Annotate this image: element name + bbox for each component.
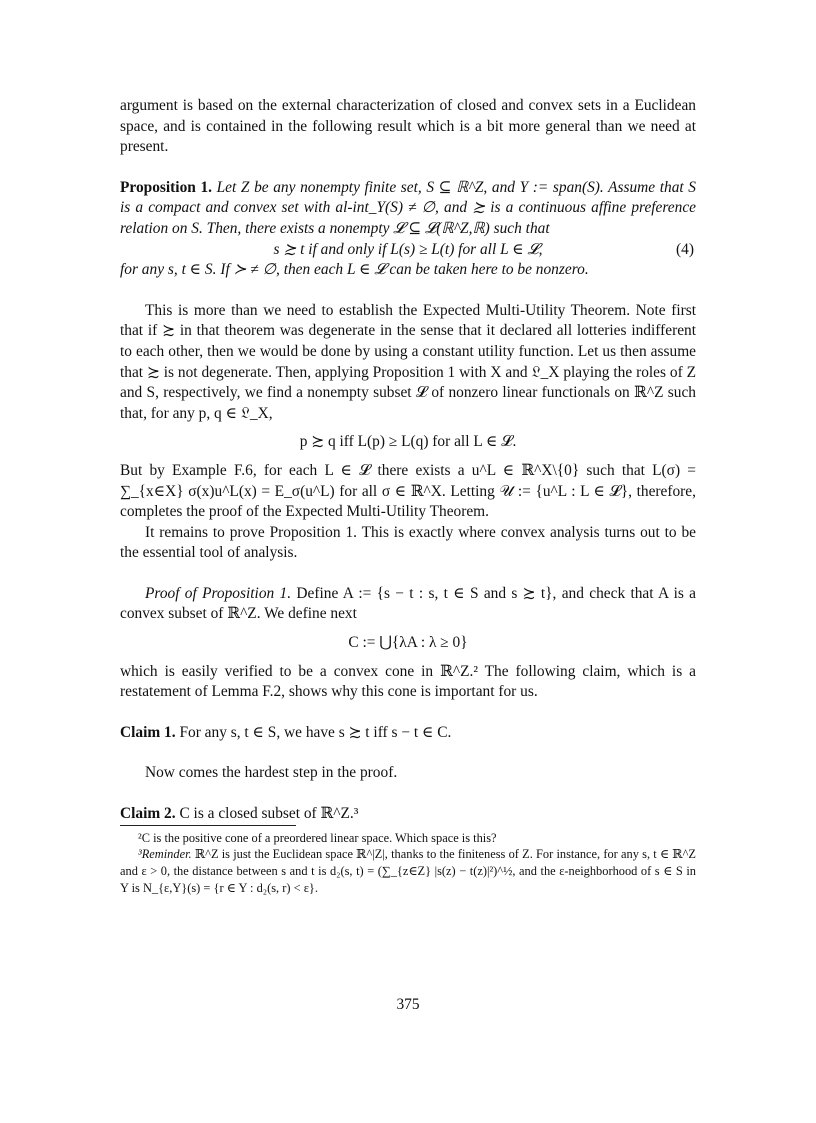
footnote-2-text: ²C is the positive cone of a preordered linear space. Which space is this? [138, 830, 497, 845]
proposition-text: Let Z be any nonempty finite set, S ⊆ ℝ^Z, and Y := span(S). Assume that S is a compact and convex set with al-int_Y(S) ≠ ∅, and ≿ is a continuous affine preference relation on S. Then, there exists a nonempty 𝓛 ⊆ 𝓛(ℝ^Z,ℝ) such that [120, 178, 696, 237]
equation-number: (4) [676, 240, 694, 258]
proposition-tail: for any s, t ∈ S. If ≻ ≠ ∅, then each L ∈ 𝓛 can be taken here to be nonzero. [120, 261, 589, 279]
page-content [120, 96, 696, 897]
paragraph-remains: It remains to prove Proposition 1. This is exactly where convex analysis turns out to be the essential tool of analysis. [120, 523, 696, 562]
footnote-2 [120, 830, 696, 847]
footnote-3-text: ℝ^Z is just the Euclidean space ℝ^|Z|, thanks to the finiteness of Z. For instance, for any s, t ∈ ℝ^Z and ε > 0, the distance between s and t is d₂(s, t) = (∑_{z∈Z} |s(z) − t(z)|²)^½, and the ε-neighborhood of s ∈ S in Y is N_{ε,Y}(s) = {r ∈ Y : d₂(s, r) < ε}. [120, 847, 696, 896]
footnote-3 [120, 846, 696, 896]
footnote-rule [120, 825, 296, 826]
equation-C-text: C := ⋃{λA : λ ≥ 0} [348, 634, 468, 652]
claim-2-text: C is a closed subset of ℝ^Z.³ [179, 805, 359, 823]
footnote-3-label: ³Reminder. [138, 847, 192, 862]
proof-paragraph [120, 584, 696, 625]
equation-pq [120, 432, 696, 453]
paragraph-hardest: Now comes the hardest step in the proof. [145, 764, 398, 782]
proof-label: Proof of Proposition 1. [145, 584, 292, 602]
proposition-block [120, 178, 696, 281]
intro-paragraph: argument is based on the external characterization of closed and convex sets in a Euclidean space, and is contained in the following result which is a bit more general than we need at present. [120, 97, 696, 156]
paragraph-cone: which is easily verified to be a convex cone in ℝ^Z.² The following claim, which is a restatement of Lemma F.2, shows why this cone is important for us. [120, 662, 696, 701]
equation-4: s ≿ t if and only if L(s) ≥ L(t) for all L ∈ 𝓛, [273, 240, 543, 258]
claim-2 [120, 804, 696, 825]
proposition-equation [120, 240, 696, 261]
claim-1-text: For any s, t ∈ S, we have s ≿ t iff s − t ∈ C. [179, 723, 452, 741]
paragraph-but: But by Example F.6, for each L ∈ 𝓛 there exists a u^L ∈ ℝ^X\{0} such that L(σ) = ∑_{x∈X} σ(x)u^L(x) = E_σ(u^L) for all σ ∈ ℝ^X. Letting 𝒰 := {u^L : L ∈ 𝓛}, therefore, completes the proof of the Expected Multi-Utility Theorem. [120, 461, 696, 521]
proof-text: Define A := {s − t : s, t ∈ S and s ≿ t}, and check that A is a convex subset of ℝ^Z. We define next [120, 584, 697, 623]
proposition-label: Proposition 1. [120, 178, 212, 196]
paragraph-more: This is more than we need to establish the Expected Multi-Utility Theorem. Note first that if ≿ in that theorem was degenerate in the sense that it declared all lotteries indifferent to each other, then we would be done by using a constant utility function. Let us then assume that ≿ is not degenerate. Then, applying Proposition 1 with X and 𝔏_X playing the roles of Z and S, respectively, we find a nonempty subset 𝓛 of nonzero linear functionals on ℝ^Z such that, for any p, q ∈ 𝔏_X, [120, 301, 696, 422]
equation-pq-text: p ≿ q iff L(p) ≥ L(q) for all L ∈ 𝓛. [299, 433, 517, 451]
equation-C [120, 633, 696, 654]
claim-2-label: Claim 2. [120, 805, 176, 823]
claim-1-label: Claim 1. [120, 723, 176, 741]
page-number: 375 [396, 996, 420, 1013]
claim-1 [120, 723, 696, 744]
